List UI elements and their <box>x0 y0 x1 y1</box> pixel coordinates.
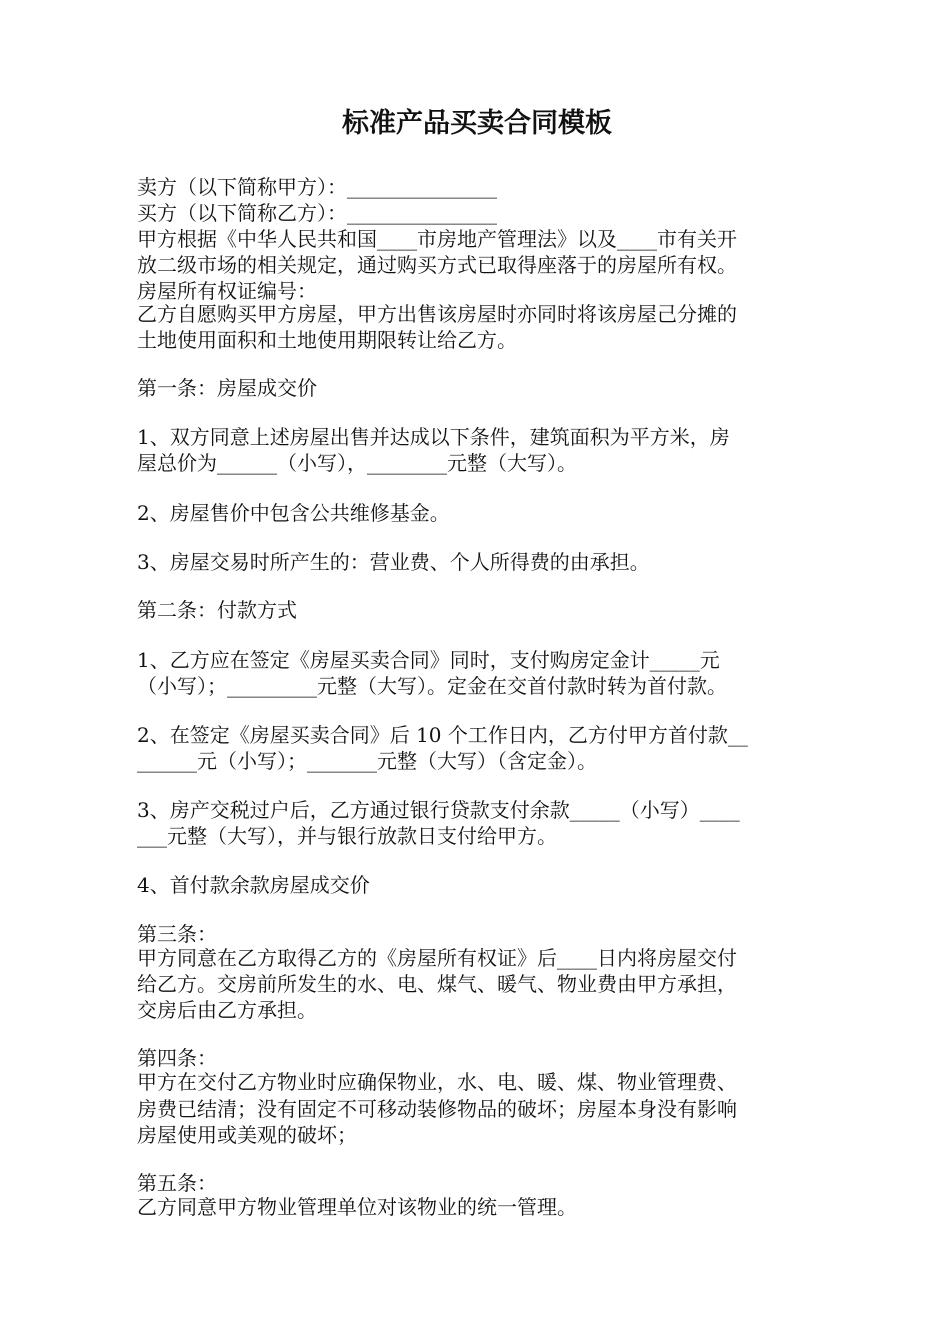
article-heading: 第一条：房屋成交价 <box>137 376 317 400</box>
intro-line: 甲方根据《中华人民共和国____市房地产管理法》以及____市有关开 <box>137 227 737 251</box>
seller-line: 卖方（以下简称甲方）：_______________ <box>137 175 497 199</box>
buyer-line: 买方（以下简称乙方）：_______________ <box>137 201 497 225</box>
clause-line: （小写）；_________元整（大写）。定金在交首付款时转为首付款。 <box>137 674 727 698</box>
article-heading: 第五条： <box>137 1171 217 1195</box>
clause-line: ___元整（大写），并与银行放款日支付给甲方。 <box>137 824 557 848</box>
clause-line: 房屋使用或美观的破坏； <box>137 1123 357 1147</box>
clause-line: 1、双方同意上述房屋出售并达成以下条件，建筑面积为平方米，房 <box>137 425 730 449</box>
intro-line: 放二级市场的相关规定，通过购买方式已取得座落于的房屋所有权。 <box>137 253 737 277</box>
certificate-number-line: 房屋所有权证编号： <box>137 279 317 303</box>
intro-line: 乙方自愿购买甲方房屋，甲方出售该房屋时亦同时将该房屋己分摊的 <box>137 302 737 326</box>
clause-line: ______元（小写）；_______元整（大写）（含定金）。 <box>137 749 597 773</box>
clause-line: 甲方同意在乙方取得乙方的《房屋所有权证》后____日内将房屋交付 <box>137 946 737 970</box>
clause-line: 交房后由乙方承担。 <box>137 998 317 1022</box>
clause-line: 1、乙方应在签定《房屋买卖合同》同时，支付购房定金计_____元 <box>137 648 720 672</box>
article-heading: 第三条： <box>137 922 217 946</box>
article-heading: 第四条： <box>137 1046 217 1070</box>
clause-line: 4、首付款余款房屋成交价 <box>137 873 370 897</box>
clause-line: 房费已结清；没有固定不可移动装修物品的破坏；房屋本身没有影响 <box>137 1097 737 1121</box>
clause-line: 乙方同意甲方物业管理单位对该物业的统一管理。 <box>137 1195 577 1219</box>
clause-line: 屋总价为______（小写），________元整（大写）。 <box>137 451 577 475</box>
clause-line: 甲方在交付乙方物业时应确保物业，水、电、暖、煤、物业管理费、 <box>137 1070 737 1094</box>
clause-line: 3、房屋交易时所产生的：营业费、个人所得费的由承担。 <box>137 550 650 574</box>
intro-line: 土地使用面积和土地使用期限转让给乙方。 <box>137 328 517 352</box>
clause-line: 3、房产交税过户后，乙方通过银行贷款支付余款_____（小写）____ <box>137 798 740 822</box>
clause-line: 2、房屋售价中包含公共维修基金。 <box>137 501 450 525</box>
article-heading: 第二条：付款方式 <box>137 598 297 622</box>
clause-line: 2、在签定《房屋买卖合同》后 10 个工作日内，乙方付甲方首付款__ <box>137 723 748 747</box>
clause-line: 给乙方。交房前所发生的水、电、煤气、暖气、物业费由甲方承担， <box>137 972 737 996</box>
document-title: 标准产品买卖合同模板 <box>342 108 612 139</box>
